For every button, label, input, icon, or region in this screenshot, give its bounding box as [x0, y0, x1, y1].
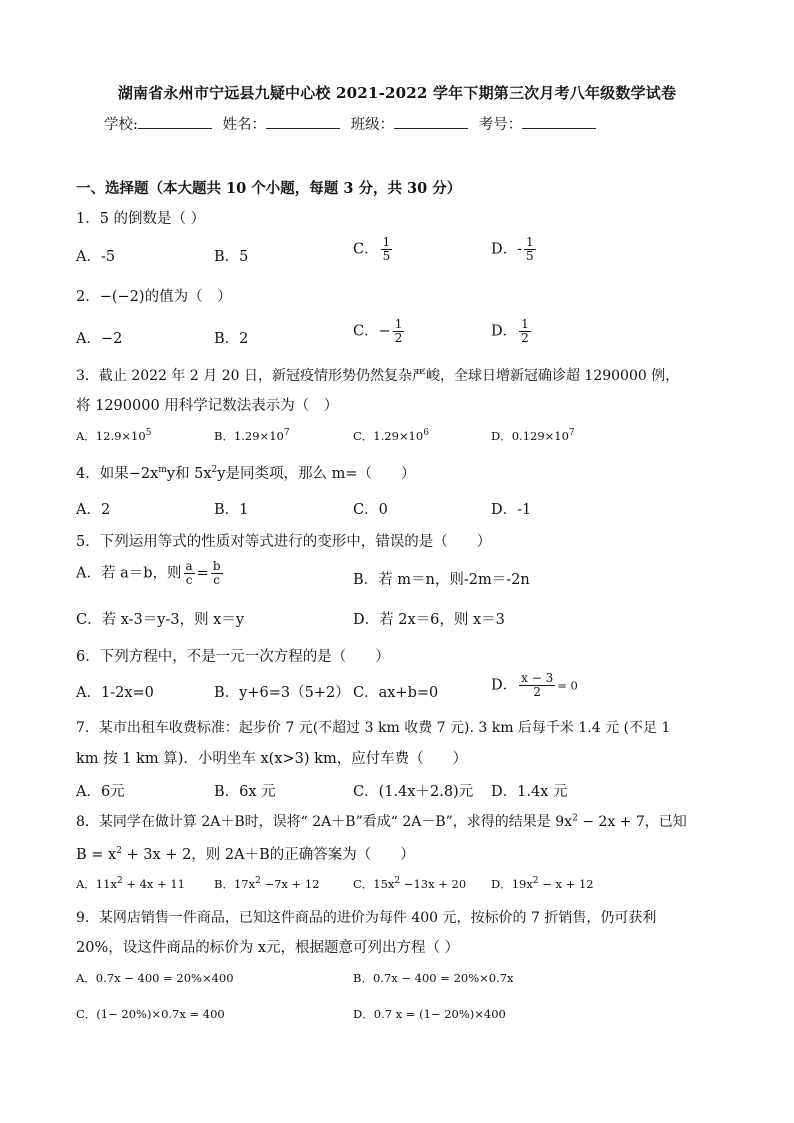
numerator: 1: [382, 235, 391, 249]
question-2-option-b: B．2: [214, 331, 249, 347]
option-text: −13x + 20: [400, 877, 467, 891]
denominator: 5: [382, 249, 391, 263]
question-8-option-b: [214, 876, 320, 892]
option-suffix: = 0: [557, 678, 578, 693]
numerator: 1: [521, 317, 529, 331]
question-7-option-b: B．6x 元: [214, 784, 276, 800]
exam-number-label: 考号：: [478, 117, 523, 133]
stem-text: 4．如果−2x: [76, 466, 159, 482]
question-7-option-a: A．6元: [76, 784, 125, 800]
option-text: − x + 12: [538, 877, 594, 891]
stem-text: B = x: [76, 847, 117, 863]
stem-text: y和 5x: [166, 466, 212, 482]
option-text: D．19x: [491, 877, 533, 891]
exponent: 2: [572, 813, 578, 824]
question-9-option-a: A．0.7x − 400 = 20%×400: [76, 971, 234, 985]
question-7-option-c: C．(1.4x＋2.8)元: [353, 784, 474, 800]
question-3-option-d: [491, 428, 575, 444]
question-6-stem: 6．下列方程中，不是一元一次方程的是（ ）: [76, 649, 390, 665]
section-title: 一、选择题（本大题共 10 个小题，每题 3 分，共 30 分）: [76, 180, 462, 197]
question-2-option-d: [491, 318, 533, 345]
question-9-stem-cont: 20%，设这件商品的标价为 x元，根据题意可列出方程（ ）: [76, 940, 460, 956]
denominator: 5: [526, 249, 534, 263]
equals-sign: =: [196, 565, 209, 582]
question-3-option-a: [76, 428, 151, 444]
question-3-stem-cont: 将 1290000 用科学记数法表示为（ ）: [76, 398, 339, 414]
question-3-option-b: [214, 428, 290, 444]
question-9-stem: 9．某网店销售一件商品，已知这件商品的进价为每件 400 元，按标价的 7 折销售，仍可获利: [76, 910, 657, 926]
fraction: [184, 560, 195, 587]
option-text: −7x + 12: [260, 877, 320, 891]
question-5-option-b: B．若 m＝n，则-2m＝-2n: [353, 572, 530, 588]
denominator: c: [185, 573, 193, 587]
question-8-stem: [76, 811, 687, 831]
fraction: [519, 672, 555, 699]
question-1-stem: 1．5 的倒数是（ ）: [76, 211, 206, 227]
fraction: [519, 318, 531, 345]
option-prefix: A．若 a＝b，则: [76, 565, 182, 582]
question-7-option-d: D．1.4x 元: [491, 784, 568, 800]
numerator: b: [212, 559, 221, 573]
exponent: 7: [283, 428, 290, 439]
exponent: 2: [211, 465, 218, 476]
option-text: D．0.129×10: [491, 429, 569, 443]
denominator: 2: [521, 331, 529, 345]
stem-text: y是同类项，那么 m=（ ）: [217, 466, 416, 482]
question-8-option-c: [353, 876, 466, 892]
option-text: A．11x: [76, 877, 117, 891]
numerator: 1: [526, 235, 534, 249]
stem-text: − 2x + 7，已知: [577, 814, 687, 830]
name-blank: [266, 114, 340, 129]
question-8-option-d: [491, 876, 594, 892]
option-prefix: D．: [491, 677, 518, 694]
exponent: 7: [568, 428, 575, 439]
option-text: C．1.29×10: [353, 429, 424, 443]
question-2-option-a: A．−2: [76, 331, 123, 347]
question-8-option-a: [76, 876, 185, 892]
exponent: 6: [423, 428, 429, 439]
numerator: x − 3: [521, 671, 554, 685]
denominator: 2: [533, 685, 541, 699]
question-4-option-b: B．1: [214, 502, 249, 518]
option-prefix: D．-: [491, 241, 523, 258]
exam-title: 湖南省永州市宁远县九疑中心校 2021-2022 学年下期第三次月考八年级数学试卷: [117, 84, 677, 102]
fraction: [211, 560, 223, 587]
fraction: [381, 236, 393, 263]
option-text: C．15x: [353, 877, 395, 891]
option-text: + 4x + 11: [122, 877, 186, 891]
question-6-option-c: C．ax+b=0: [353, 685, 439, 701]
question-5-stem: 5．下列运用等式的性质对等式进行的变形中，错误的是（ ）: [76, 534, 492, 550]
question-4-option-d: D．-1: [491, 502, 532, 518]
option-text: B．17x: [214, 877, 256, 891]
student-info-line: [104, 113, 602, 134]
question-5-option-d: D．若 2x＝6，则 x＝3: [353, 612, 505, 628]
stem-text: 8．某同学在做计算 2A＋B时，误将“ 2A＋B”看成“ 2A－B”，求得的结果是 9x: [76, 814, 573, 830]
exam-number-blank: [522, 114, 596, 129]
denominator: c: [213, 573, 221, 587]
question-4-stem: [76, 462, 415, 483]
question-1-option-b: B．5: [214, 249, 249, 265]
fraction: [524, 236, 536, 263]
question-9-option-c: C．(1− 20%)×0.7x = 400: [76, 1007, 225, 1021]
class-label: 班级：: [350, 117, 395, 133]
question-6-option-d: [491, 672, 578, 699]
question-7-stem: 7．某市出租车收费标准：起步价 7 元(不超过 3 km 收费 7 元). 3 km 后每千米 1.4 元 (不足 1: [76, 720, 671, 736]
question-3-option-c: [353, 428, 429, 444]
question-1-option-a: A．-5: [76, 249, 116, 265]
question-8-stem-cont: [76, 843, 415, 864]
question-5-option-a: [76, 560, 225, 587]
stem-text: + 3x + 2，则 2A＋B的正确答案为（ ）: [121, 847, 415, 863]
exponent: 5: [145, 428, 152, 439]
option-text: A．12.9×10: [76, 429, 146, 443]
exponent: 2: [532, 876, 539, 887]
exponent: m: [158, 465, 167, 476]
question-4-option-a: A．2: [76, 502, 111, 518]
question-9-option-b: B．0.7x − 400 = 20%×0.7x: [353, 971, 514, 985]
school-label: 学校:: [104, 117, 138, 133]
class-blank: [394, 114, 468, 129]
question-6-option-b: B．y+6=3（5+2）: [214, 685, 350, 701]
school-blank: [138, 114, 212, 129]
name-label: 姓名：: [222, 117, 266, 133]
numerator: a: [185, 559, 193, 573]
question-1-option-c: [353, 236, 394, 263]
exponent: 2: [394, 876, 401, 887]
option-prefix: D．: [491, 323, 518, 340]
question-3-stem: 3．截止 2022 年 2 月 20 日，新冠疫情形势仍然复杂严峻，全球日增新冠确诊超 1290000 例，: [76, 368, 680, 384]
numerator: 1: [394, 317, 403, 331]
question-1-option-d: [491, 236, 538, 263]
option-prefix: C．−: [353, 323, 391, 340]
question-4-option-c: C．0: [353, 502, 388, 518]
question-7-stem-cont: km 按 1 km 算)．小明坐车 x(x>3) km，应付车费（ ）: [76, 751, 468, 767]
exponent: 2: [116, 876, 123, 887]
question-9-option-d: D．0.7 x = (1− 20%)×400: [353, 1007, 506, 1021]
denominator: 2: [394, 331, 403, 345]
option-text: B．1.29×10: [214, 429, 284, 443]
question-6-option-a: A．1-2x=0: [76, 685, 154, 701]
question-2-option-c: [353, 318, 406, 345]
fraction: [393, 318, 405, 345]
exponent: 2: [255, 876, 261, 887]
option-prefix: C．: [353, 241, 379, 258]
exponent: 2: [116, 846, 122, 857]
question-2-stem: 2．−(−2)的值为（ ）: [76, 289, 232, 305]
question-5-option-c: C．若 x-3＝y-3，则 x＝y: [76, 612, 245, 628]
